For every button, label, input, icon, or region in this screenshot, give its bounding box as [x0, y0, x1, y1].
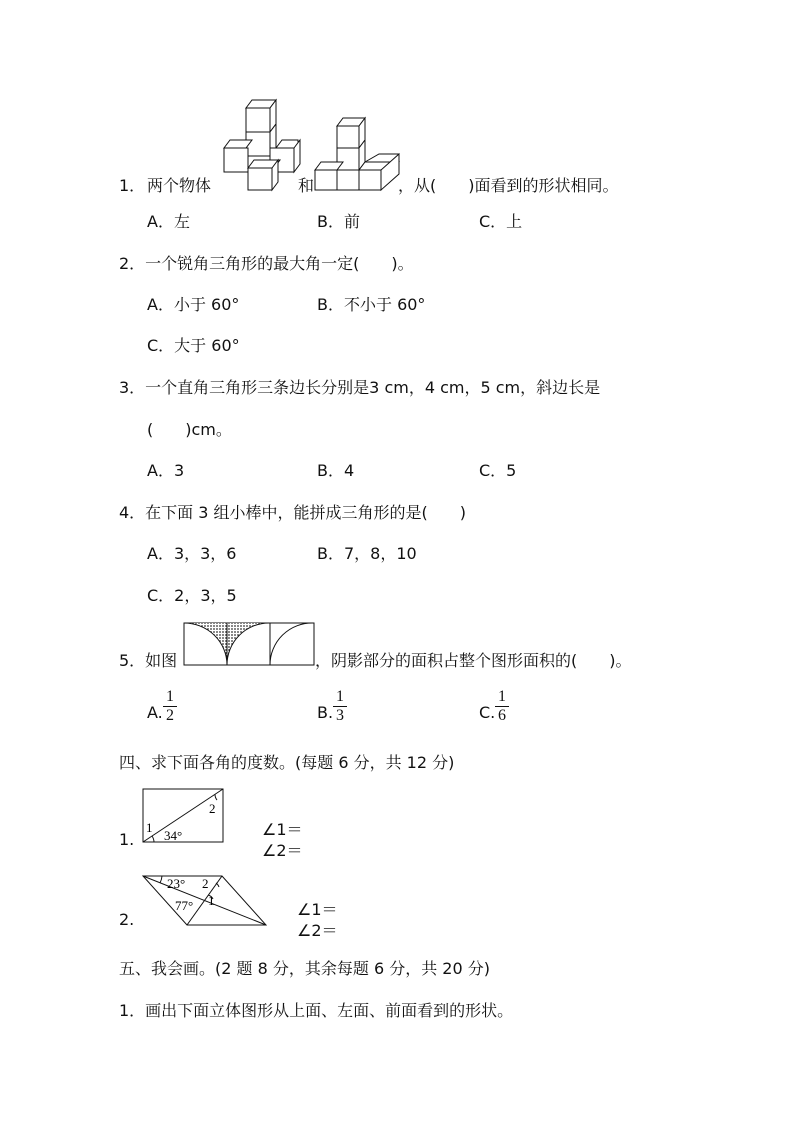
- q1-number: 1．: [119, 176, 146, 195]
- angle-23-label: 23°: [167, 876, 186, 891]
- angle-1-label: 1: [146, 820, 153, 835]
- q5-option-a-prefix: A.: [147, 703, 163, 722]
- q1-text-b: 和: [298, 176, 315, 195]
- section-5-title: 五、我会画。(2 题 8 分，其余每题 6 分，共 20 分): [119, 959, 490, 978]
- q4-text: 4．在下面 3 组小棒中，能拼成三角形的是( ): [119, 503, 467, 522]
- q5-shaded-figure: [183, 622, 315, 666]
- fraction-numerator: 1: [333, 688, 347, 707]
- q3-option-b[interactable]: B．4: [317, 461, 355, 480]
- q2-text: 2．一个锐角三角形的最大角一定( )。: [119, 254, 414, 273]
- rectangle-diagonal-figure: [142, 788, 226, 844]
- q3-option-c[interactable]: C．5: [479, 461, 517, 480]
- section-4-problem-2-number: 2.: [119, 910, 135, 929]
- fraction-numerator: 1: [495, 688, 509, 707]
- q5-option-a-fraction: [163, 688, 177, 725]
- q1-text-a: 两个物体: [147, 176, 212, 195]
- q1-text-c: ，从( )面看到的形状相同。: [398, 176, 619, 195]
- q4-option-b[interactable]: B．7，8，10: [317, 544, 417, 563]
- q1-cube-figure-1: [222, 96, 302, 192]
- q1-option-a[interactable]: A．左: [147, 212, 190, 231]
- section-4-p2-answer-1[interactable]: ∠1＝: [297, 900, 338, 919]
- q3-option-a[interactable]: A．3: [147, 461, 185, 480]
- angle-2-label: 2: [202, 876, 209, 891]
- q5-option-a[interactable]: [147, 703, 163, 723]
- q5-option-b[interactable]: [317, 703, 333, 723]
- fraction-denominator: 2: [166, 707, 174, 724]
- section-4-p2-answer-2[interactable]: ∠2＝: [297, 921, 338, 940]
- angle-1-label: 1: [208, 893, 215, 908]
- q1-option-c[interactable]: C．上: [479, 212, 523, 231]
- fraction-denominator: 3: [336, 707, 344, 724]
- parallelogram-figure: [140, 873, 270, 929]
- angle-77-label: 77°: [175, 898, 194, 913]
- q1-cube-figure-2: [313, 114, 403, 192]
- q1-option-b[interactable]: B．前: [317, 212, 360, 231]
- q5-option-b-prefix: B.: [317, 703, 334, 722]
- q4-option-a[interactable]: A．3，3，6: [147, 544, 237, 563]
- q5-option-c-fraction: [495, 688, 509, 725]
- q3-text: 3．一个直角三角形三条边长分别是3 cm，4 cm，5 cm，斜边长是: [119, 378, 601, 397]
- q5-text-a: 5．如图: [119, 651, 178, 670]
- q2-option-c[interactable]: C．大于 60°: [147, 336, 240, 355]
- angle-2-label: 2: [209, 801, 216, 816]
- q3-text-2: ( )cm。: [147, 420, 232, 439]
- section-4-p1-answer-1[interactable]: ∠1＝: [262, 820, 303, 839]
- section-4-title: 四、求下面各角的度数。(每题 6 分，共 12 分): [119, 753, 455, 772]
- section-4-p1-answer-2[interactable]: ∠2＝: [262, 841, 303, 860]
- q5-text-b: ，阴影部分的面积占整个图形面积的( )。: [315, 651, 632, 670]
- q2-option-b[interactable]: B．不小于 60°: [317, 295, 426, 314]
- fraction-denominator: 6: [498, 707, 506, 724]
- q5-option-b-fraction: [333, 688, 347, 725]
- section-4-problem-1-number: 1.: [119, 830, 135, 849]
- angle-34-label: 34°: [164, 828, 183, 843]
- q2-option-a[interactable]: A．小于 60°: [147, 295, 240, 314]
- q5-option-c[interactable]: [479, 703, 495, 723]
- q4-option-c[interactable]: C．2，3，5: [147, 586, 237, 605]
- q5-option-c-prefix: C.: [479, 703, 496, 722]
- section-5-question-1: 1．画出下面立体图形从上面、左面、前面看到的形状。: [119, 1001, 514, 1020]
- fraction-numerator: 1: [163, 688, 177, 707]
